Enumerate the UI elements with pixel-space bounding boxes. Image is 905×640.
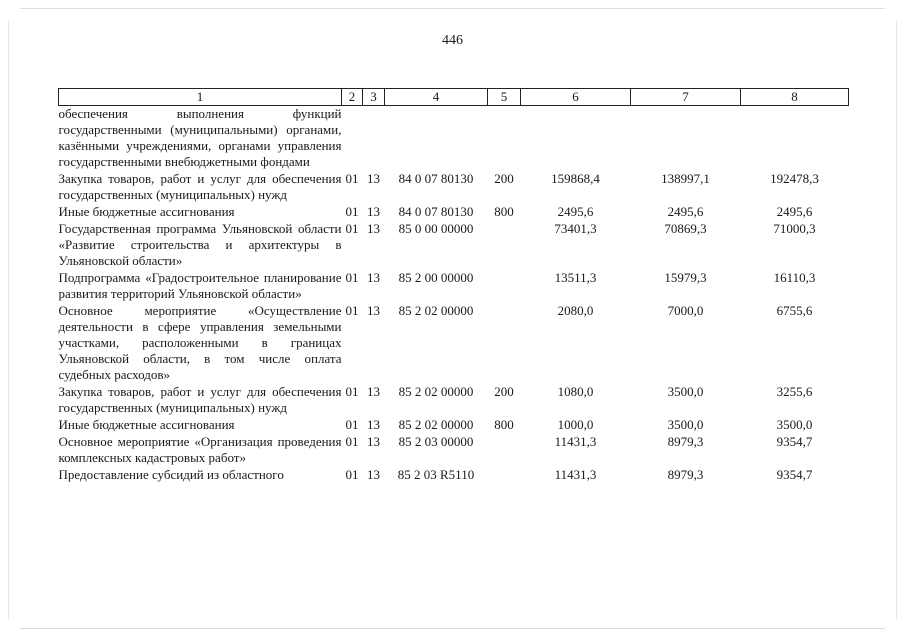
scan-edge-bottom: [20, 628, 885, 629]
cell-amount-1: 73401,3: [554, 221, 597, 236]
row-name: Закупка товаров, работ и услуг для обеспечения государственных (муниципальных) нужд: [58, 171, 342, 202]
cell-subsection: 13: [367, 171, 380, 186]
header-cell: 1: [59, 89, 342, 106]
cell-target-code: 85 2 02 00000: [398, 303, 474, 318]
row-name: Иные бюджетные ассигнования: [58, 204, 235, 219]
scan-edge-top: [20, 8, 885, 9]
table-row: [59, 106, 849, 172]
table-row: [59, 204, 849, 221]
cell-section: 01: [345, 417, 359, 432]
cell-expense-type: [488, 467, 521, 484]
cell-amount-1: 11431,3: [554, 467, 597, 482]
cell-section: 01: [345, 221, 359, 236]
cell-expense-type: 800: [494, 204, 514, 219]
cell-amount-3: 9354,7: [776, 434, 813, 449]
cell-expense-type: [488, 303, 521, 384]
cell-amount-2: 8979,3: [667, 467, 704, 482]
cell-expense-type: [488, 106, 521, 172]
cell-section: 01: [345, 171, 359, 186]
cell-amount-3: 2495,6: [776, 204, 813, 219]
table-row: [59, 417, 849, 434]
cell-target-code: 85 0 00 00000: [398, 221, 474, 236]
cell-subsection: 13: [367, 434, 380, 449]
header-cell: 5: [488, 89, 521, 106]
cell-amount-3: 3500,0: [776, 417, 813, 432]
scan-edge-left: [8, 20, 9, 620]
table-row: [59, 434, 849, 467]
cell-amount-1: 2495,6: [557, 204, 594, 219]
cell-target-code: 85 2 02 00000: [398, 384, 474, 399]
table-row: [59, 384, 849, 417]
cell-amount-1: [521, 106, 631, 172]
cell-amount-2: 70869,3: [664, 221, 707, 236]
header-cell: 8: [741, 89, 849, 106]
cell-expense-type: 800: [494, 417, 514, 432]
cell-subsection: 13: [367, 221, 380, 236]
cell-target-code: 85 2 02 00000: [398, 417, 474, 432]
header-cell: 6: [521, 89, 631, 106]
header-cell: 7: [631, 89, 741, 106]
cell-subsection: 13: [367, 384, 380, 399]
row-name: Иные бюджетные ассигнования: [58, 417, 235, 432]
cell-amount-3: 3255,6: [776, 384, 813, 399]
cell-amount-2: 8979,3: [667, 434, 704, 449]
cell-subsection: 13: [367, 270, 380, 285]
scan-edge-right: [896, 20, 897, 620]
cell-expense-type: 200: [494, 171, 514, 186]
table-row: [59, 467, 849, 484]
cell-subsection: [363, 106, 385, 172]
cell-expense-type: 200: [494, 384, 514, 399]
cell-amount-1: 13511,3: [554, 270, 597, 285]
cell-subsection: 13: [367, 303, 380, 318]
cell-amount-3: 6755,6: [776, 303, 813, 318]
page-number: 446: [442, 33, 463, 48]
cell-amount-3: 192478,3: [770, 171, 819, 186]
cell-section: 01: [345, 467, 359, 482]
cell-target-code: 84 0 07 80130: [398, 204, 474, 219]
cell-subsection: 13: [367, 204, 380, 219]
cell-amount-3: 71000,3: [773, 221, 816, 236]
cell-amount-2: 3500,0: [667, 417, 704, 432]
cell-expense-type: [488, 434, 521, 467]
cell-section: 01: [345, 204, 359, 219]
cell-amount-3: 16110,3: [773, 270, 816, 285]
table-row: [59, 221, 849, 270]
cell-amount-1: 2080,0: [557, 303, 594, 318]
cell-target-code: 85 2 03 00000: [398, 434, 474, 449]
budget-table: [58, 88, 849, 484]
cell-amount-1: 159868,4: [551, 171, 600, 186]
cell-expense-type: [488, 270, 521, 303]
cell-amount-2: [631, 106, 741, 172]
cell-target-code: 85 2 00 00000: [398, 270, 474, 285]
cell-target-code: 84 0 07 80130: [398, 171, 474, 186]
cell-section: 01: [345, 434, 359, 449]
cell-target-code: 85 2 03 R5110: [397, 467, 475, 482]
row-name: Закупка товаров, работ и услуг для обеспечения государственных (муниципальных) нужд: [58, 384, 342, 415]
cell-amount-1: 1080,0: [557, 384, 594, 399]
cell-subsection: 13: [367, 417, 380, 432]
row-name: Основное мероприятие «Организация проведения комплексных кадастровых работ»: [58, 434, 342, 465]
header-row: [59, 89, 849, 106]
cell-section: 01: [345, 303, 359, 318]
table-row: [59, 171, 849, 204]
table-row: [59, 270, 849, 303]
cell-section: 01: [345, 270, 359, 285]
table-row: [59, 303, 849, 384]
cell-amount-2: 7000,0: [667, 303, 704, 318]
cell-amount-2: 3500,0: [667, 384, 704, 399]
cell-section: [342, 106, 363, 172]
cell-subsection: 13: [367, 467, 380, 482]
cell-target-code: [385, 106, 488, 172]
row-name: обеспечения выполнения функций государственными (муниципальными) органами, казёнными учреждениями, органами управления государственными внебюджетными фондами: [58, 106, 342, 169]
row-name: Предоставление субсидий из областного: [58, 467, 284, 482]
header-cell: 3: [363, 89, 385, 106]
cell-amount-2: 15979,3: [664, 270, 707, 285]
cell-amount-2: 138997,1: [661, 171, 710, 186]
row-name: Подпрограмма «Градостроительное планирование развития территорий Ульяновской области»: [58, 270, 342, 301]
cell-amount-1: 1000,0: [557, 417, 594, 432]
header-cell: 2: [342, 89, 363, 106]
header-cell: 4: [385, 89, 488, 106]
cell-amount-1: 11431,3: [554, 434, 597, 449]
cell-expense-type: [488, 221, 521, 270]
cell-amount-3: [741, 106, 849, 172]
row-name: Основное мероприятие «Осуществление деятельности в сфере управления земельными участками, расположенными в границах Ульяновской области, в том числе оплата судебных расходов»: [58, 303, 342, 382]
cell-section: 01: [345, 384, 359, 399]
cell-amount-2: 2495,6: [667, 204, 704, 219]
row-name: Государственная программа Ульяновской области «Развитие строительства и архитектуры в Ульяновской области»: [58, 221, 342, 268]
cell-amount-3: 9354,7: [776, 467, 813, 482]
